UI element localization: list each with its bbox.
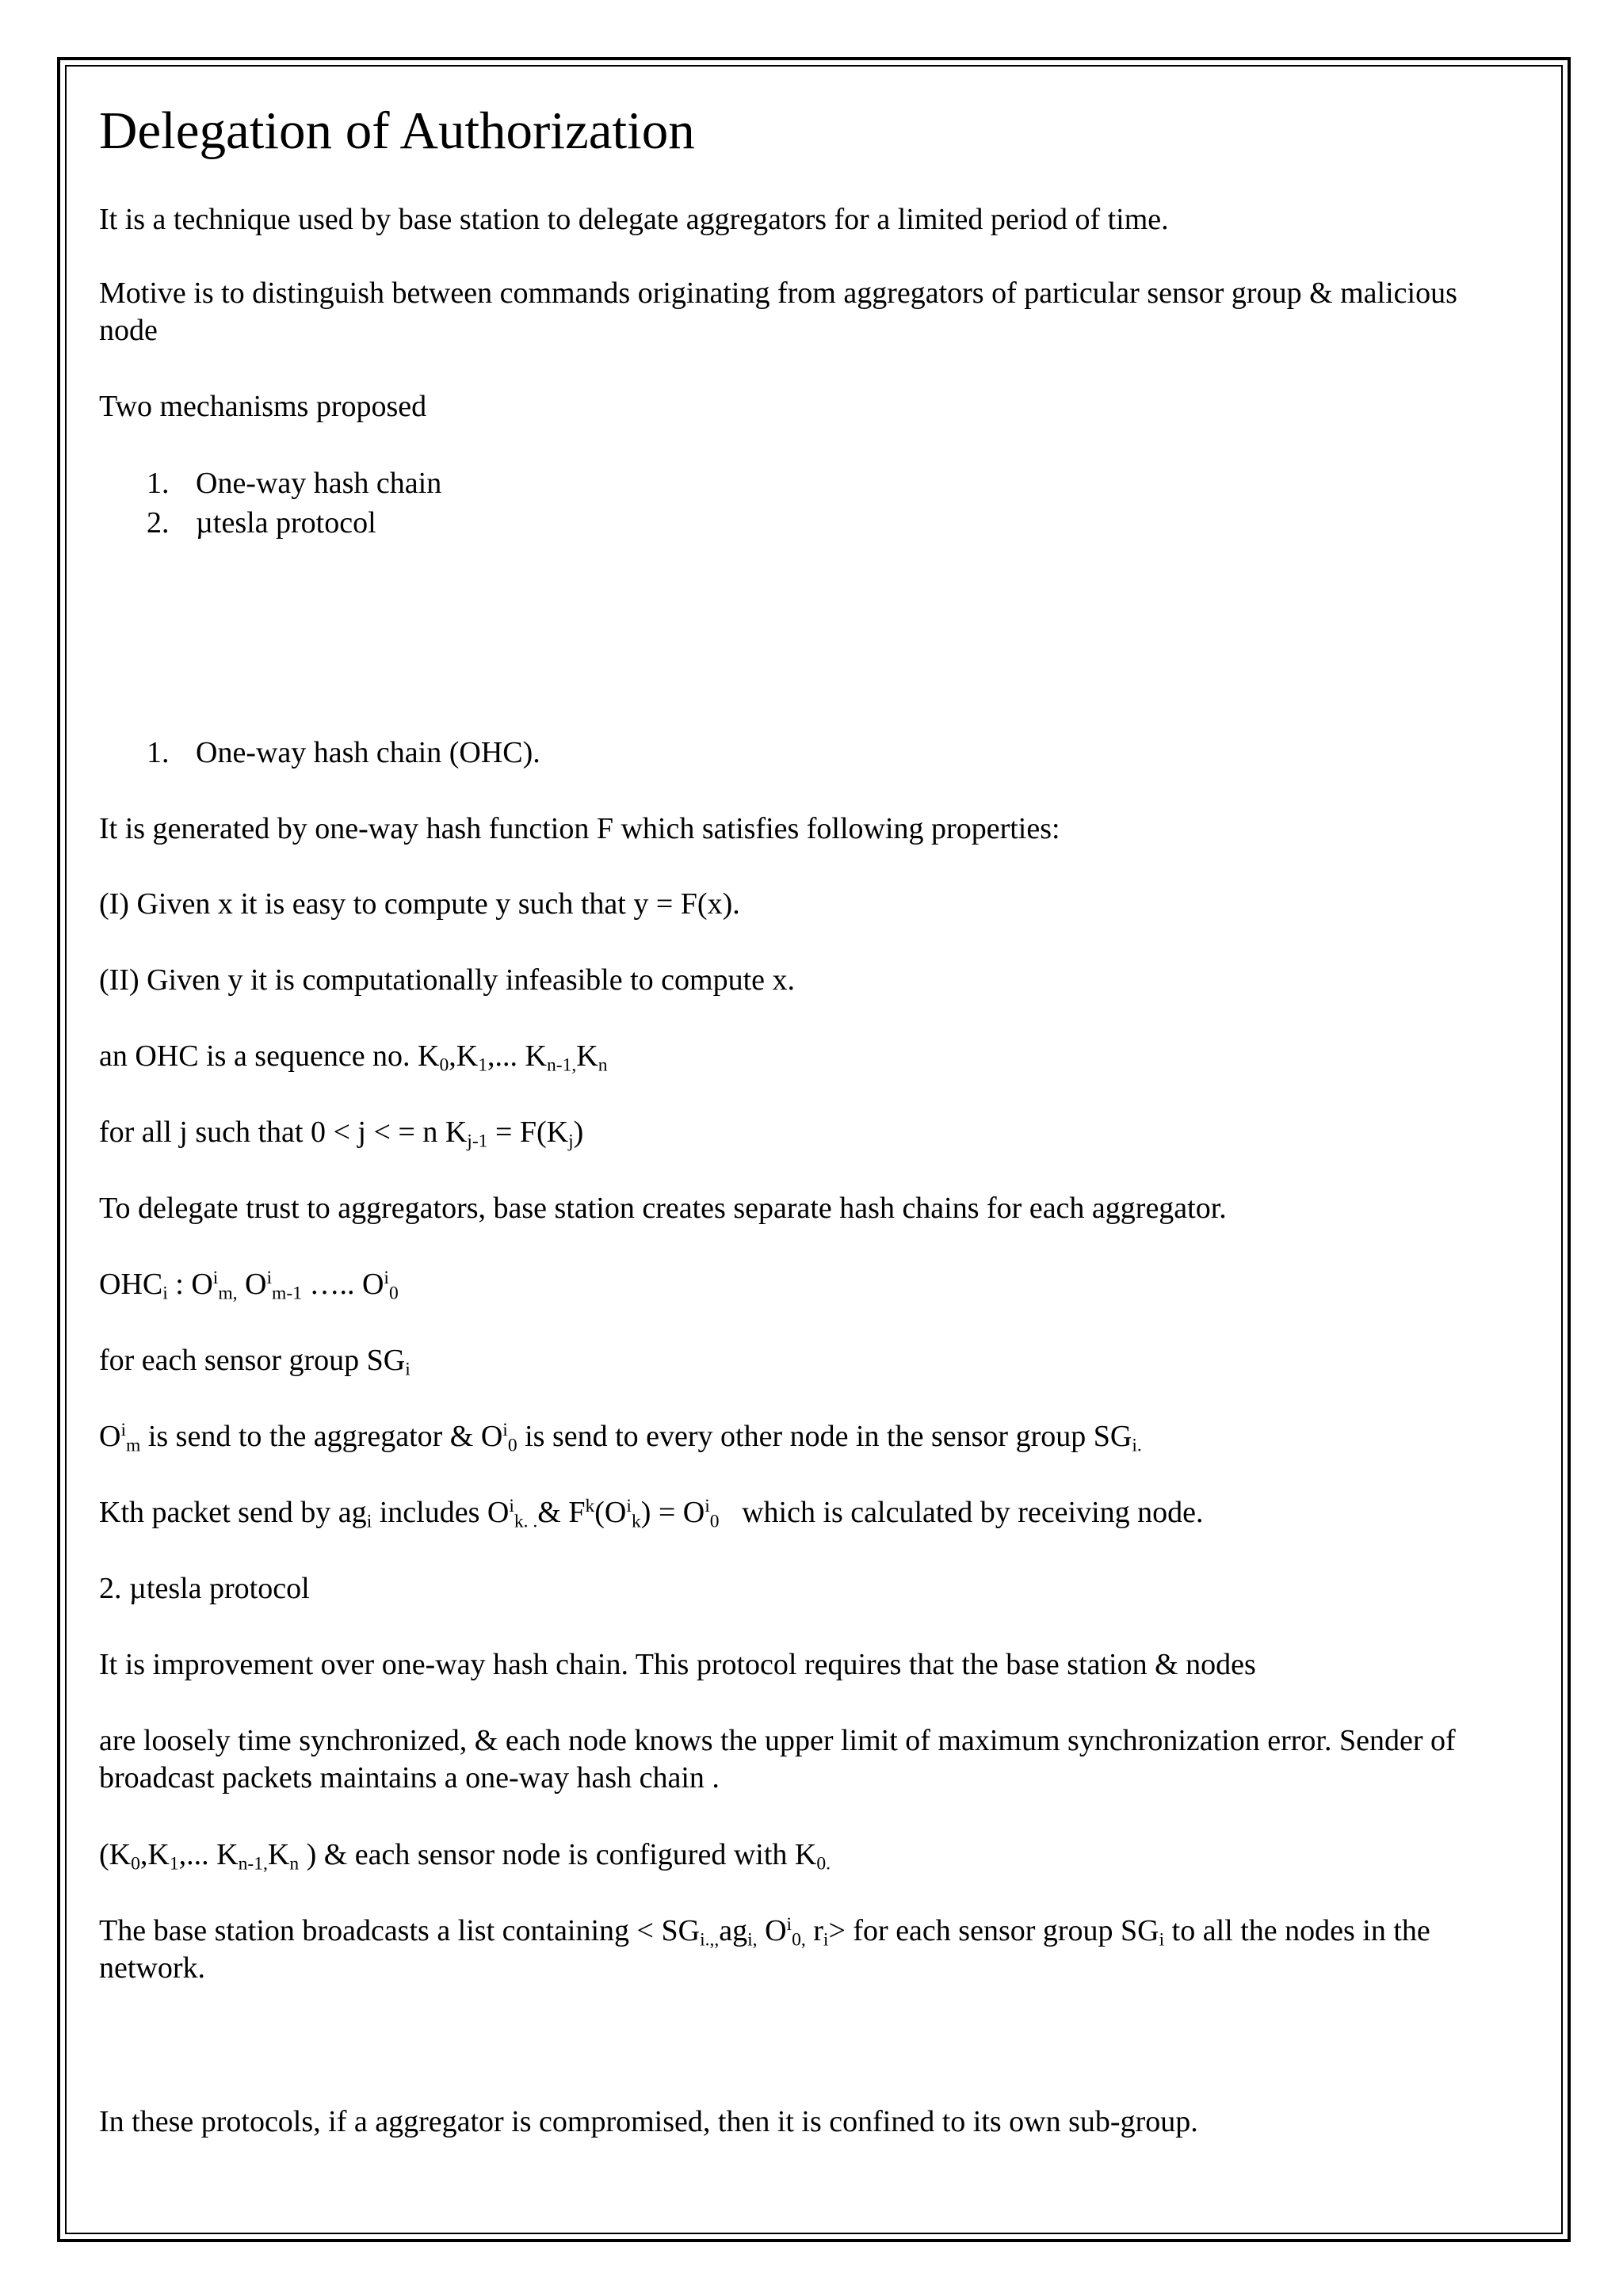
section-heading-label: One-way hash chain (OHC). bbox=[196, 736, 540, 769]
motive-paragraph: Motive is to distinguish between commands originating from aggregators of particular sensor group & malicious node bbox=[99, 277, 1457, 347]
ohc-sequence-definition: an OHC is a sequence no. $K_0,K_1$,... $K_{n-1,}K_n$ bbox=[99, 1039, 608, 1076]
conclusion-paragraph: In these protocols, if a aggregator is compromised, then it is confined to its own sub-group. bbox=[99, 2105, 1198, 2138]
ohc-property-2: (II) Given y it is computationally infeasible to compute x. bbox=[99, 963, 796, 997]
utesla-paragraph-1: It is improvement over one-way hash chain. This protocol requires that the base station & nodes bbox=[99, 1648, 1256, 1681]
ohc-chain-definition: $OHC_i$ : $O^i_{m,}$ $O^i_{m-1}$ ….. $O^i_0$ bbox=[99, 1268, 399, 1304]
ohc-send-paragraph: $O^i_m$ is send to the aggregator & $O^i_0$ is send to every other node in the sensor group $SG_{i.}$ bbox=[99, 1420, 1142, 1456]
ohc-kth-packet-paragraph: Kth packet send by $ag_i$ includes $O^i_{k. .}\&$ $F^k(O^i_k) = O^i_0$ which is calculated by receiving node. bbox=[99, 1496, 1204, 1532]
utesla-config-paragraph: ($K_0,K_1$,... $K_{n-1,}K_n$ ) & each sensor node is configured with $K_{0.}$ bbox=[99, 1838, 831, 1875]
ohc-delegate-paragraph: To delegate trust to aggregators, base station creates separate hash chains for each aggregator. bbox=[99, 1192, 1227, 1225]
list-number: 2. bbox=[147, 506, 170, 540]
ohc-generated-paragraph: It is generated by one-way hash function F which satisfies following properties: bbox=[99, 812, 1060, 845]
utesla-section-heading: 2. µtesla protocol bbox=[99, 1572, 310, 1605]
list-label: One-way hash chain bbox=[196, 467, 442, 500]
ohc-section-heading bbox=[147, 734, 540, 772]
mechanism-item-1 bbox=[147, 465, 441, 502]
ohc-property-1: (I) Given x it is easy to compute y such that y = F(x). bbox=[99, 887, 740, 921]
utesla-broadcast-paragraph: The base station broadcasts a list containing < $SG_{i.,,}ag_{i,}$ $O^i_{0,}$ $r_i>$ for each sensor group $SG_i$ to all the nodes in the network. bbox=[99, 1914, 1430, 1985]
mechanisms-heading: Two mechanisms proposed bbox=[99, 390, 427, 423]
ohc-sensor-group: for each sensor group $SG_i$ bbox=[99, 1344, 411, 1380]
list-number: 1. bbox=[147, 736, 170, 769]
mechanism-item-2 bbox=[147, 505, 376, 542]
page-title: Delegation of Authorization bbox=[99, 101, 695, 160]
intro-paragraph: It is a technique used by base station to delegate aggregators for a limited period of time. bbox=[99, 203, 1169, 236]
list-label: µtesla protocol bbox=[196, 506, 376, 540]
list-number: 1. bbox=[147, 467, 170, 500]
ohc-forall-relation: for all j such that 0 < j < = n $K_{j-1} = F(K_j)$ bbox=[99, 1116, 584, 1152]
utesla-paragraph-2: are loosely time synchronized, & each node knows the upper limit of maximum synchronization error. Sender of broadcast packets maintains a one-way hash chain . bbox=[99, 1724, 1456, 1794]
